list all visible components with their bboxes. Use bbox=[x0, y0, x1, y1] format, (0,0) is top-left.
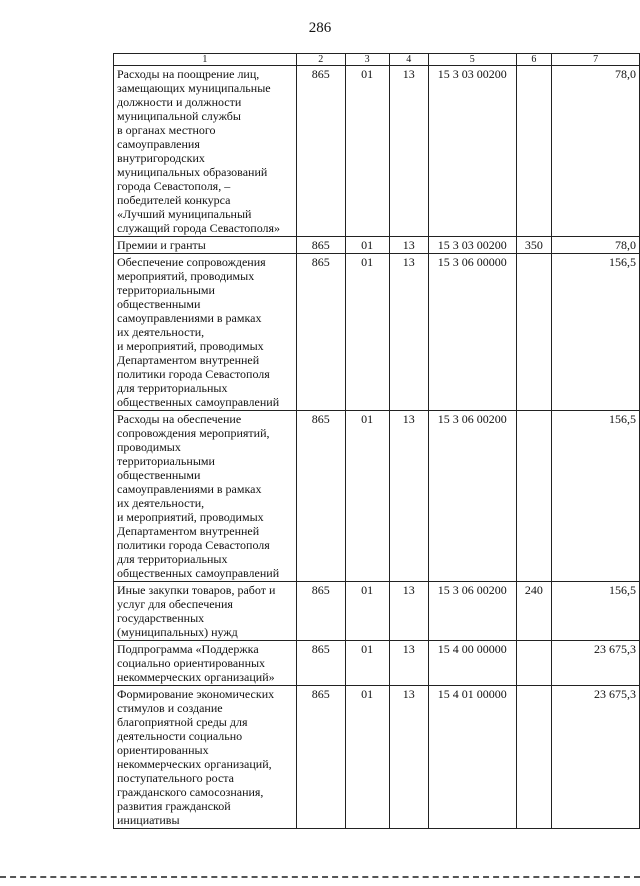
expense-name: Формирование экономических стимулов и создание благоприятной среды для деятельности социально ориентированных некоммерческих организаций, поступательного роста гражданского самосознания, развития гражданской инициативы bbox=[114, 686, 297, 829]
section-code: 01 bbox=[345, 237, 389, 254]
expense-name: Премии и гранты bbox=[114, 237, 297, 254]
expense-type-code: 240 bbox=[516, 582, 552, 641]
section-code: 01 bbox=[345, 411, 389, 582]
page-number: 286 bbox=[308, 20, 332, 36]
header-row bbox=[114, 54, 640, 66]
table-row bbox=[114, 411, 640, 582]
table-row bbox=[114, 582, 640, 641]
table-row bbox=[114, 686, 640, 829]
expense-name: Расходы на обеспечение сопровождения мероприятий, проводимых территориальными общественными самоуправлениями в рамках их деятельности, и мероприятий, проводимых Департаментом внутренней политики города Севастополя для территориальных общественных самоуправлений bbox=[114, 411, 297, 582]
subsection-code: 13 bbox=[389, 237, 428, 254]
expense-type-code bbox=[516, 641, 552, 686]
expense-type-code bbox=[516, 66, 552, 237]
column-header-5: 5 bbox=[428, 54, 516, 66]
target-article-code: 15 3 03 00200 bbox=[428, 237, 516, 254]
target-article-code: 15 4 00 00000 bbox=[428, 641, 516, 686]
expense-type-code bbox=[516, 411, 552, 582]
expense-name: Иные закупки товаров, работ и услуг для обеспечения государственных (муниципальных) нужд bbox=[114, 582, 297, 641]
subsection-code: 13 bbox=[389, 686, 428, 829]
subsection-code: 13 bbox=[389, 582, 428, 641]
table-row bbox=[114, 254, 640, 411]
ministry-code: 865 bbox=[296, 254, 345, 411]
column-header-7: 7 bbox=[552, 54, 640, 66]
ministry-code: 865 bbox=[296, 641, 345, 686]
ministry-code: 865 bbox=[296, 411, 345, 582]
expense-type-code bbox=[516, 686, 552, 829]
column-header-3: 3 bbox=[345, 54, 389, 66]
section-code: 01 bbox=[345, 254, 389, 411]
budget-table bbox=[113, 53, 640, 829]
expense-name: Расходы на поощрение лиц, замещающих муниципальные должности и должности муниципальной службы в органах местного самоуправления внутригородских муниципальных образований города Севастополя, – победителей конкурса «Лучший муниципальный служащий города Севастополя» bbox=[114, 66, 297, 237]
subsection-code: 13 bbox=[389, 641, 428, 686]
amount: 23 675,3 bbox=[552, 686, 640, 829]
column-header-4: 4 bbox=[389, 54, 428, 66]
target-article-code: 15 3 03 00200 bbox=[428, 66, 516, 237]
column-header-6: 6 bbox=[516, 54, 552, 66]
ministry-code: 865 bbox=[296, 66, 345, 237]
target-article-code: 15 3 06 00200 bbox=[428, 411, 516, 582]
ministry-code: 865 bbox=[296, 237, 345, 254]
page-bottom-rule bbox=[0, 876, 640, 878]
ministry-code: 865 bbox=[296, 582, 345, 641]
column-header-2: 2 bbox=[296, 54, 345, 66]
table-row bbox=[114, 237, 640, 254]
expense-name: Обеспечение сопровождения мероприятий, проводимых территориальными общественными самоуправлениями в рамках их деятельности, и мероприятий, проводимых Департаментом внутренней политики города Севастополя для территориальных общественных самоуправлений bbox=[114, 254, 297, 411]
section-code: 01 bbox=[345, 641, 389, 686]
target-article-code: 15 4 01 00000 bbox=[428, 686, 516, 829]
column-header-1: 1 bbox=[114, 54, 297, 66]
amount: 23 675,3 bbox=[552, 641, 640, 686]
subsection-code: 13 bbox=[389, 66, 428, 237]
table-row bbox=[114, 66, 640, 237]
expense-type-code: 350 bbox=[516, 237, 552, 254]
amount: 156,5 bbox=[552, 582, 640, 641]
target-article-code: 15 3 06 00000 bbox=[428, 254, 516, 411]
expense-type-code bbox=[516, 254, 552, 411]
table-row bbox=[114, 641, 640, 686]
subsection-code: 13 bbox=[389, 411, 428, 582]
section-code: 01 bbox=[345, 686, 389, 829]
section-code: 01 bbox=[345, 582, 389, 641]
ministry-code: 865 bbox=[296, 686, 345, 829]
amount: 156,5 bbox=[552, 254, 640, 411]
section-code: 01 bbox=[345, 66, 389, 237]
subsection-code: 13 bbox=[389, 254, 428, 411]
amount: 78,0 bbox=[552, 66, 640, 237]
target-article-code: 15 3 06 00200 bbox=[428, 582, 516, 641]
amount: 78,0 bbox=[552, 237, 640, 254]
amount: 156,5 bbox=[552, 411, 640, 582]
expense-name: Подпрограмма «Поддержка социально ориентированных некоммерческих организаций» bbox=[114, 641, 297, 686]
